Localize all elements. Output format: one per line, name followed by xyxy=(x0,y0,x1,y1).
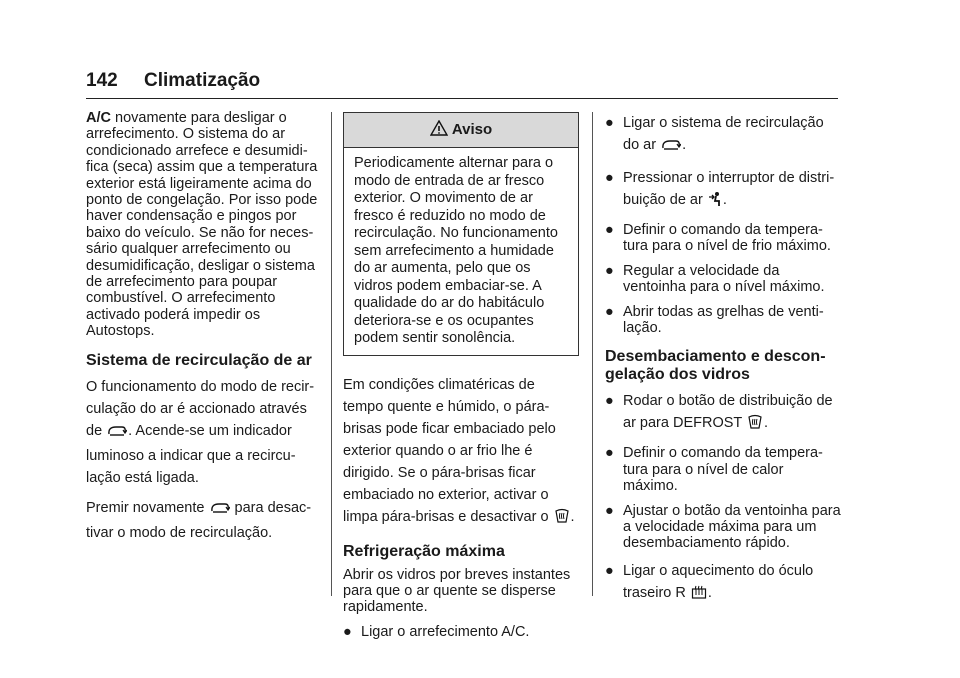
section-heading: Refrigeração máxima xyxy=(343,542,505,560)
list-item: ● Definir o comando da tempera-tura para o nível de frio máximo. xyxy=(605,222,831,255)
section-heading: Sistema de recirculação de ar xyxy=(86,351,312,369)
column-divider xyxy=(592,112,593,596)
list-item: ● Ajustar o botão da ventoinha para a velocidade máxima para um desembaciamento rápido. xyxy=(605,502,841,552)
paragraph: A/C novamente para desligar o arrefecimento. O sistema do ar condicionado arrefece e desumidi-fica (seca) assim que a temperatura exterior está ligeiramente acima do ponto de congelação. Por isso pode haver condensação e pingos por baixo do veículo. Se não for neces-sário qualquer arrefecimento ou desumidificação, desligar o sistema de arrefecimento para poupar combustível. O arrefecimento activado poderá impedir os Autostops. xyxy=(86,110,318,340)
warning-text: Periodicamente alternar para o modo de entrada de ar fresco exterior. O movimento de ar fresco é reduzido no modo de recirculação. No funcionamento sem arrefecimento a humidade do ar aumenta, pelo que os vidros podem embaciar-se. A qualidade do ar do habitáculo deteriora-se e os ocupantes podem sentir sonolência. xyxy=(354,155,558,346)
list-item: ● Ligar o arrefecimento A/C. xyxy=(343,623,530,640)
warning-box xyxy=(343,112,579,356)
air-distribution-icon xyxy=(708,191,722,214)
warning-header xyxy=(344,113,578,148)
list-item: ● Ligar o aquecimento do óculo traseiro R . xyxy=(605,560,841,607)
paragraph: Abrir os vidros por breves instantes para que o ar quente se disperse rapidamente. xyxy=(343,566,571,616)
warning-title: Aviso xyxy=(451,120,493,138)
list-item: ● Abrir todas as grelhas de venti-lação. xyxy=(605,303,824,337)
list-item: ● Definir o comando da tempera-tura para o nível de calor máximo. xyxy=(605,445,823,495)
section-heading: Desembaciamento e descon-gelação dos vidros xyxy=(605,348,826,384)
column-divider xyxy=(331,112,332,596)
paragraph: O funcionamento do modo de recir-culação do ar é accionado através de . Acende-se um indicador luminoso a indicar que a recircu-lação está ligada. xyxy=(86,378,315,486)
windshield-defrost-icon xyxy=(747,414,763,437)
list-item: ● Pressionar o interruptor de distri-buição de ar . xyxy=(605,167,841,214)
column-3 xyxy=(605,112,841,615)
paragraph: Premir novamente para desac-tivar o modo de recirculação. xyxy=(86,499,312,541)
windshield-defrost-icon xyxy=(554,508,570,531)
page-header xyxy=(86,70,260,92)
recirculation-icon xyxy=(210,500,230,522)
recirculation-icon xyxy=(107,423,127,445)
list-item: ● Ligar o sistema de recirculação do ar . xyxy=(605,112,841,159)
column-1 xyxy=(86,110,320,552)
page-number: 142 xyxy=(86,70,118,91)
header-rule xyxy=(86,98,838,99)
bold-term: A/C xyxy=(86,110,111,126)
warning-triangle-icon xyxy=(430,120,452,140)
page-title: Climatização xyxy=(144,70,261,91)
list-item: ● Rodar o botão de distribuição de ar para DEFROST . xyxy=(605,390,841,437)
recirculation-icon xyxy=(661,137,681,159)
paragraph: Em condições climatéricas de tempo quente e húmido, o pára-brisas pode ficar embaciado pelo exterior quando o ar frio lhe é dirigido. Se o pára-brisas ficar embaciado no exterior, activar o limpa pára-brisas e desactivar o . xyxy=(343,374,579,531)
column-2 xyxy=(343,112,579,648)
list-item: ● Regular a velocidade da ventoinha para o nível máximo. xyxy=(605,262,825,296)
rear-defrost-icon xyxy=(691,584,707,607)
